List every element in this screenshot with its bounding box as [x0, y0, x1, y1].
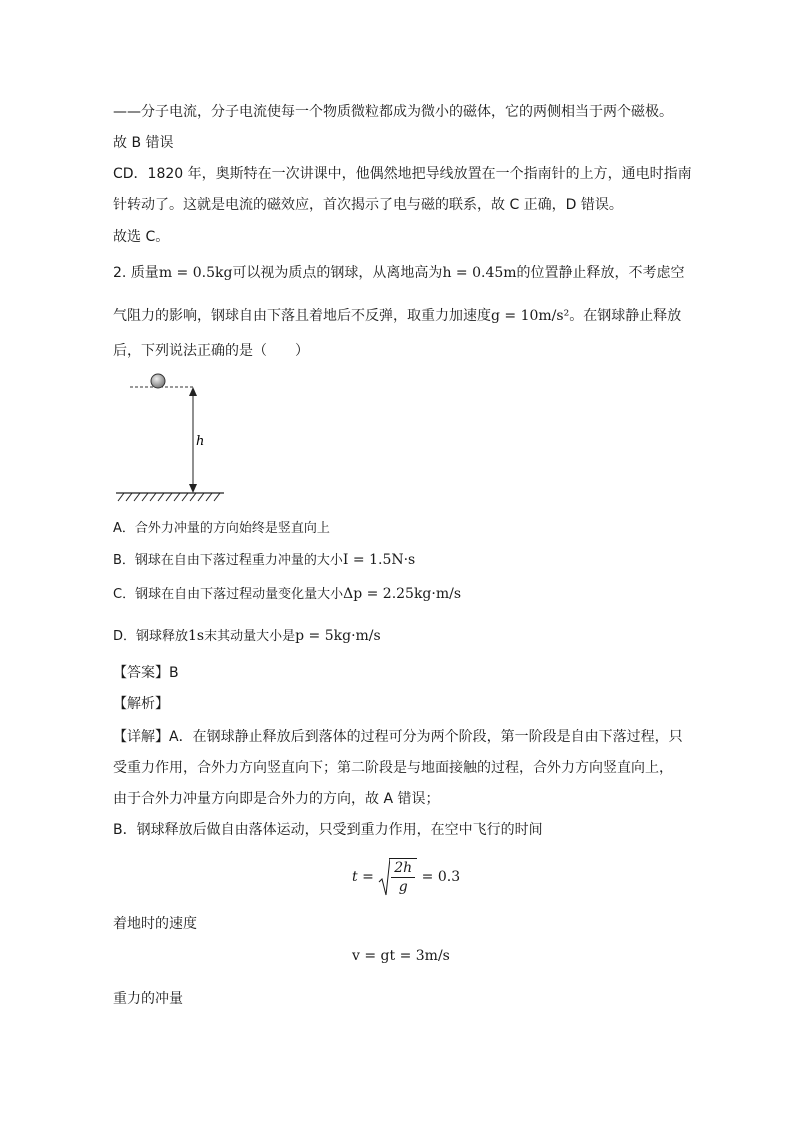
formula-time: t = $\frac{2h}{g}$ = 0.3 [352, 856, 460, 898]
option-a: A．合外力冲量的方向始终是竖直向上 [113, 521, 330, 536]
formula-velocity: v = gt = 3m/s [352, 948, 450, 964]
text-line: 故 B 错误 [113, 135, 174, 151]
arrow-head-up [189, 387, 197, 396]
text-line: 重力的冲量 [113, 991, 183, 1007]
text-line: 针转动了。这就是电流的磁效应，首次揭示了电与磁的联系，故 C 正确，D 错误。 [113, 197, 623, 213]
ball-drop-figure [112, 370, 232, 510]
text-line: 故选 C。 [113, 229, 170, 245]
option-c: C．钢球在自由下落过程动量变化量大小Δp = 2.25kg·m/s [113, 586, 462, 602]
question-stem-line-3: 后，下列说法正确的是（ ） [113, 343, 309, 359]
detail-line: 【详解】A．在钢球静止释放后到落体的过程可分为两个阶段，第一阶段是自由下落过程，只 [113, 729, 683, 745]
question-stem-line-1: 2. 质量m = 0.5kg可以视为质点的钢球，从离地高为h = 0.45m的位置静止释放，不考虑空 [113, 265, 685, 281]
arrow-head-down [189, 484, 197, 493]
height-expression: h = 0.45m [442, 265, 517, 281]
height-label: h [196, 434, 205, 449]
text-line: 着地时的速度 [113, 916, 197, 932]
ground-hatching [118, 493, 220, 501]
sqrt-radical: $\frac{2h}{g}$ [378, 856, 417, 898]
option-d: D．钢球释放1s末其动量大小是p = 5kg·m/s [113, 628, 381, 644]
answer-label: 【答案】B [113, 665, 179, 681]
analysis-label: 【解析】 [113, 696, 169, 712]
option-b: B．钢球在自由下落过程重力冲量的大小I = 1.5N·s [113, 552, 416, 568]
steel-ball [151, 374, 165, 388]
detail-line: B．钢球释放后做自由落体运动，只受到重力作用，在空中飞行的时间 [113, 822, 543, 838]
text-line: ——分子电流，分子电流使每一个物质微粒都成为微小的磁体，它的两侧相当于两个磁极。 [113, 104, 673, 120]
detail-line: 受重力作用，合外力方向竖直向下；第二阶段是与地面接触的过程，合外力方向竖直向上， [113, 760, 673, 776]
question-number: 2. [113, 265, 127, 281]
detail-line: 由于合外力冲量方向即是合外力的方向，故 A 错误； [113, 791, 440, 807]
text-line: CD．1820 年，奥斯特在一次讲课中，他偶然地把导线放置在一个指南针的上方，通电时指南 [113, 166, 692, 182]
mass-expression: m = 0.5kg [158, 265, 233, 281]
gravity-expression: g = 10m/s² [491, 308, 570, 324]
question-stem-line-2: 气阻力的影响，钢球自由下落且着地后不反弹，取重力加速度g = 10m/s²。在钢球静止释放 [113, 308, 682, 324]
